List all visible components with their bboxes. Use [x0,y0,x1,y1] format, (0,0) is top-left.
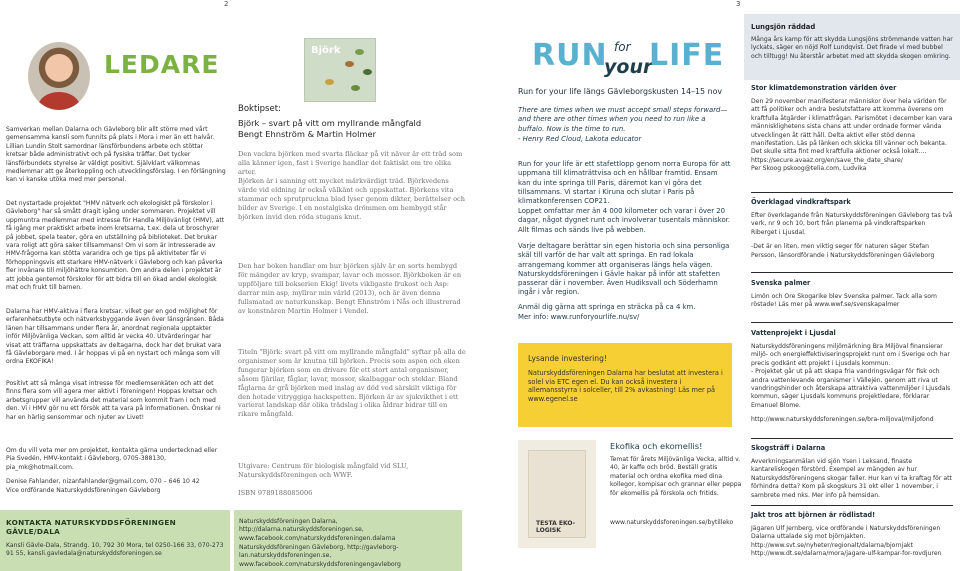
lungsjon-heading: Lungsjön räddad [751,23,816,31]
book-authors: Bengt Ehnström & Martin Holmer [238,128,377,139]
vindkraft-heading: Överklagad vindkraftspark [751,198,851,206]
logo-for: for [614,40,631,54]
vatten-section [751,329,953,425]
ledare-paragraph-3: Dalarna har HMV-aktiva i flera kretsar, vilket ger en god möjlighet för erfarenhetsutbyte och nätverksbyggande även över länsgränsen. Båda länen har tillsammans under flera år, anordnat regionala upptakter inför Miljövänliga Veckan, som alltid är vecka 40. Utvärderingar har visat att träffarna uppskattats av deltagarna, dock har det brukat vara få Gävleborgare med. I år hoppas vi på en nystart och många som vill ordna EKOFIKA! [6,308,224,366]
investment-text: Naturskyddsföreningen Dalarna har beslutat att investera i solel via ETC egen el. Du kan också investera i allemansstyrra i solceller, till 2% avkastning! Läs mer på www.egenel.se [528,369,723,403]
ledare-heading: LEDARE [104,50,220,79]
page-number-right: 3 [736,0,741,8]
footer-links-box [234,510,462,571]
vatten-heading: Vattenprojekt i Ljusdal [751,329,836,337]
page-number-left: 2 [224,0,229,8]
book-title-text: Björk – svart på vitt om myllrande mångfald [238,118,422,128]
run-quote-author: - Henry Red Cloud, Lakota educator [518,135,642,143]
ekofika-bag-image [518,440,596,548]
butterfly-icon [345,61,354,67]
investment-heading: Lysande investering! [528,354,607,363]
logo-life: LIFE [649,38,725,73]
ledare-paragraph-5: Om du vill veta mer om projektet, kontakta gärna undertecknad eller Pia Svedén, HMV-kontakt i Gävleborg, 0705-388130, pia_mk@hotmail.com. [6,447,218,471]
book-isbn: ISBN 9789188085006 [238,489,313,497]
ekofika-heading: Ekofika och ekomellis! [610,441,703,451]
jakt-heading: Jakt tros att björnen är rödlistad! [751,511,876,519]
vatten-link[interactable]: http://www.naturskyddsforeningen.se/bra-miljoval/miljofond [751,416,934,424]
divider [751,272,953,273]
leaf-icon [355,49,364,55]
ekofika-link[interactable]: www.naturskyddsforeningen.se/bytilleko [610,519,734,526]
book-title [238,118,466,139]
vindkraft-quote: -Det är en liten, men viktig seger för naturen säger Stefan Persson, länsordförande i Naturskyddsföreningen Gävleborg [751,243,935,259]
klimat-contact: Per Skoog pskoog@telia.com, Ludvika [751,165,867,173]
run-paragraph-3: Varje deltagare berättar sin egen historia och sina personliga skäl till varför de har valt att springa. En rad lokala arrangemang kommer att organiseras längs hela vägen. Naturskyddsföreningen i Gävle hakar på inför att stafetten passerar där i november. Även Hudiksvall och Söderhamn ingår i vår region. [518,242,730,297]
moth-icon [325,79,334,85]
run-paragraph-1: Run for your life är ett stafettlopp genom norra Europa för att uppmana till klimaträttvisa och en hållbar framtid. Ensam kan du inte springa till Paris, däremot kan vi göra det tillsammans. Vi startar i Kiruna och slutar i Paris på klimatkonferensen COP21. [518,160,731,206]
book-cover [304,38,376,102]
contact-text: Kansli Gävle-Dala, Strandg. 10, 792 30 Mora, tel 0250-166 33, 070-273 91 55, kansli.gavledala@naturskyddsforeningen.se [6,542,224,558]
palmer-section [751,279,953,310]
run-paragraph-4: Anmäl dig gärna att springa en sträcka på ca 4 km. [518,303,696,311]
book-cover-title: Björk [311,45,341,56]
ledare-paragraph-4: Positivt att så många visat intresse för medlemsenkäten och att det finns flera som vill agera mer aktivt i föreningen! Hoppas kretsar och arbetsgrupper vill använda det material som kommit fram i och med den. Vi i HMV gör nu ett försök att ta vara på informationen. Önskar ni har en härlig sensommar och njuter av Livet! [6,380,221,421]
footer-gavleborg-links[interactable]: Naturskyddsföreningen Gävleborg, http://gavleborg-lan.naturskyddsforeningen.se, www.facebook.com/naturskyddsforeningengavleborg [239,544,401,568]
logo-your: your [604,56,653,78]
ledare-signature: Denise Fahlander, nizanfahlander@gmail.com, 070 – 646 10 42 [6,478,200,485]
footer-dalarna-links[interactable]: Naturskyddsföreningen Dalarna, http://dalarna.naturskyddsforeningen.se, www.facebook.com/naturskyddsforeningen.dalarna [239,518,396,542]
vindkraft-section [751,198,953,260]
leaf-icon [351,85,360,91]
divider [751,505,953,506]
ledare-paragraph-1: Samverkan mellan Dalarna och Gävleborg blir allt större med vårt gemensamma kansli som funnits på plats i Mora i mer än ett halvår. Lillian Lundin Stolt samordnar länsförbundens arbete och stöttar kretsar både administrativt och på fysiska träffar. Det tycker länsförbundets styrelse är väldigt positivt. Självklart välkomnas medlemmar att ge återkoppling och utvecklingsförslag. I en förlängning kan vi kanske utöka med mer personal. [6,126,226,184]
book-paragraph-3: Den har boken handlar om hur björken själv är en sorts hembygd för mängder av kryp, svampar, lavar och mossor. Björkboken är en uppföljare till bokserien Ekig! livets vikligaste frukost och Asp: darrar min asp, myllrar min värld (2013), och är även denna fullsmatad av naturkunskap. Bengt Ehnström i Nås och illustrerad av konstnären Martin Holmer i Vendel. [238,262,462,315]
run-heading: Run for your life längs Gävleborgskusten 14–15 nov [518,87,723,96]
ledare-role: Vice ordförande Naturskyddsföreningen Gävleborg [6,487,161,494]
book-publisher: Utgivare: Centrum för biologisk mångfald vid SLU, Naturskyddsföreningen och WWF. [238,462,409,479]
run-paragraph-2: Loppet omfattar mer än 4 000 kilometer och varar i över 20 dagar, något dygnet runt och involverar tusentals människor. Allt filmas och sänds live på webben. [518,207,731,234]
klimat-link[interactable]: https://secure.avaaz.org/en/save_the_date_share/ [751,156,903,164]
book-paragraph-4: Titeln "Björk: svart på vitt om myllrande mångfald" syftar på alla de organismer som är knutna till björken. Precis som aspen och eken fungerar björken som en drivare för ett stort antal organismer, såsom fjärilar, fåglar, lavar, mossor, skalbaggar och steklar. Bland fåglarna är grå björken med inslag av död ved särskilt viktiga för den hotade vitryggiga hackspetten. Björken är av sjukvikthet i ett varierat landskap där olika trädslag i olika åldrar bidrar till en rikare mångfald. [238,348,466,419]
palmer-heading: Svenska palmer [751,279,811,287]
bag-lettering: TESTA EKO-LOGISK [536,520,576,534]
run-for-your-life-logo [532,30,725,86]
author-photo [28,42,90,110]
lungsjon-text: Många års kamp för att skydda Lungsjöns strömmande vatten har lyckats, säger en nöjd Rolf Lundqvist. Det firade vi med bubbel och tilltugg! Nu återstår arbetet med att skydda skogen omkring. [751,36,953,60]
logo-run: RUN [532,38,608,73]
klimat-section [751,84,953,174]
run-info-link[interactable]: Mer info: www.runforyourlife.nu/sv/ [518,313,640,321]
skog-heading: Skogsträff i Dalarna [751,444,826,452]
ekofika-text: Temat för årets Miljövänliga Vecka, alltid v. 40, är kaffe och bröd. Beställ gratis material och ordna ekofika med dina kollegor, kompisar och grannar eller peppa för ekomellis på förskola och fritids. [610,456,742,497]
run-quote: There are times when we must accept small steps forward—and there are other times when you need to run like a buffalo. Now is the time to run. [518,106,728,133]
ledare-paragraph-2: Det nystartade projektet "HMV nätverk och ekologiskt på förskolor i Gävleborg" har så smått dragit igång under sommaren. Projektet vill uppmuntra medlemmar med intresse för Handla Miljövänligt (HMV), att få igång mer praktiskt arbete inom kretsarna, t.ex. dela ut broschyrer på jobbet, spela teater, göra en utställning på biblioteket. Det brukar vara roligt att göra saker tillsammans! Om vi som är intresserade av HMV-frågorna kan stötta varandra och ge tips på aktiviteter får vi förhoppningsvis ett starkare HMV-nätverk i Gävleborg och kan påverka fler invånare till miljöhättre konsumtion. Om andra delen i projektet är att jobba gentemot förskolor för att bidra till en ökad andel ekologisk mat och frukt till barnen. [6,200,225,292]
contact-box [0,510,230,571]
divider [751,192,953,193]
beetle-icon [363,69,372,75]
jakt-link-1[interactable]: http://www.svt.se/nyheter/regionalt/dalarna/bjornjakt [751,541,913,549]
jakt-link-2[interactable]: http://www.dt.se/dalarna/mora/jagare-ulf-kampar-for-rovdjuren [751,550,942,558]
divider [751,322,953,323]
divider [751,438,953,439]
book-paragraph-2: Björken är i sanning ett mycket märkvärdigt träd. Björkvedens värde vid eldning är också välkänt och uppskattat. Björkens vita stammar och sprutpruckna blad lyser genom dikter, berättelser och bilder av Sverige. I en nostalgiska drömmen om hembygd står björken invid den röda stugans knut. [238,177,465,221]
klimat-heading: Stor klimatdemonstration världen över [751,84,897,92]
lungsjon-box [744,14,960,80]
vatten-text: Naturskyddsföreningens miljömärkning Bra Miljöval finansierar miljö- och energieffektiviseringsprojekt runt om i Sverige och har precis godkänt ett projekt i Ljusdals kommun. [751,343,950,367]
vindkraft-text: Efter överklagande från Naturskyddsföreningen Gävleborg tas två verk, nr 9 och 10, bort från planerna på vindkraftsparken Riberget i Ljusdal. [751,212,953,236]
klimat-text: Den 29 november manifesterar människor över hela världen för att få politiker och andra beslutsfattare att komma överens om kraftfulla åtgärder i klimatfrågan. Parismötet i december kan vara människlighetens sista chans att under ordnade former vända utvecklingen åt rätt håll. Delta aktivt eller stöd denna manifestation. Läs på länken och skicka till vänner och bekanta. Det skulle sitta fint med kraftfulla aktioner också lokalt.... [751,98,953,156]
jakt-section [751,511,953,559]
skog-section [751,444,953,500]
palmer-text: Limön och Ore Skogarike blev Svenska palmer. Tack alla som röstade! Läs mer på www.wwf.se/svenskapalmer [751,293,937,309]
book-paragraph-1: Den vackra björken med svarta fläckar på vit näver är ett träd som alla känner igen, fast i Sverige handlar det faktiskt om tre olika arter. [238,150,463,176]
jakt-text: Jägaren Ulf Jernberg, vice ordförande i Naturskyddsföreningen Dalarna uttalade sig mot björnjakten. [751,525,941,541]
contact-heading: KONTAKTA NATURSKYDDSFÖRENINGEN GÄVLE/DALA [6,518,177,536]
vatten-text-2: - Projektet går ut på att skapa fria vandringsvägar för fisk och andra vattenlevande organismer i Vällején, genom att riva ut vandringshinder och återskapa attraktiva vattenmiljöer i Ljusdals kommun, säger Ljusdals kommuns projektledare, förklarar Emanuel Blome. [751,368,951,409]
investment-box [518,343,732,427]
book-tip-heading: Boktipset: [238,104,281,114]
skog-text: Avverkningsanmälan vid sjön Ysen i Leksand, finaste kantareliskogen förstörd. Exempel av mängden av hur Naturskyddsföreningens skogar faller. Hur kan vi ta kraftag för att förhindra detta? Kom på skogskurs 31 okt eller 1 november, i sambrete med nks. Mer info på hemsidan. [751,458,952,499]
